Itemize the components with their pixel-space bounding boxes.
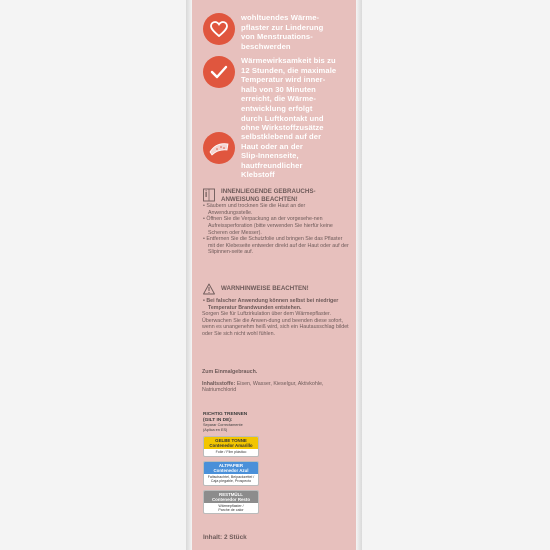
- instruction-item: • Säubern und trocknen Sie die Haut an der Anwendungsstelle.: [203, 203, 306, 216]
- warning-triangle-icon: [202, 283, 216, 295]
- warnings-title: WARNHINWEISE BEACHTEN!: [221, 285, 309, 292]
- benefit-text: Wärmewirksamkeit bis zu 12 Stunden, die maximale Temperatur wird inner- halb von 30 Minuten erreicht, die Wärme- entwicklung erfolgt durch Luftkontakt und ohne Wirkstoffzusätze: [241, 56, 337, 133]
- package-side-panel: [192, 0, 356, 550]
- recycling-title: RICHTIG TRENNEN (GILT IN DE):: [203, 412, 248, 423]
- benefit-item: [203, 56, 353, 133]
- leaflet-icon: [202, 188, 216, 202]
- right-fold-shadow: [356, 0, 362, 550]
- benefit-text: wohltuendes Wärme- pflaster zur Linderung von Menstruations- beschwerden: [241, 13, 324, 51]
- ingredients-text: Eisen, Wasser, Kieselgur, Aktivkohle, Natriumchlorid: [202, 380, 324, 394]
- ingredients-label: Inhaltsstoffe:: [202, 380, 236, 387]
- bin-head: GELBE TONNE Contenedor Amarillo: [204, 437, 258, 449]
- instructions-section: [202, 188, 350, 256]
- ingredients: [202, 381, 350, 394]
- usage-section: [202, 369, 350, 394]
- bin-head: RESTMÜLL Contenedor Resto: [204, 491, 258, 503]
- benefit-text: selbstklebend auf der Haut oder an der Slip-Innenseite, hautfreundlicher Klebstoff: [241, 132, 322, 180]
- warning-item: • Bei falscher Anwendung können selbst bei niedriger Temperatur Brandwunden entstehen.: [203, 298, 339, 311]
- bin-blue: [203, 461, 259, 486]
- recycling-subtitle: Separar Correctamente (Aplica en ES): [203, 423, 243, 432]
- package-contents: Inhalt: 2 Stück: [203, 534, 247, 541]
- heart-icon: [203, 13, 235, 45]
- benefit-item: [203, 13, 353, 51]
- warnings-header: [202, 283, 350, 295]
- bin-body: Folie / Film plástico: [215, 450, 247, 455]
- adhesive-patch-icon: [203, 132, 235, 164]
- warnings-section: [202, 283, 350, 338]
- instructions-title: INNENLIEGENDE GEBRAUCHS- ANWEISUNG BEACHTEN!: [221, 188, 316, 203]
- bin-body: Faltschachtel, Beipackzettel / Caja plegable, Prospecto: [207, 474, 255, 484]
- warning-paragraph: Sorgen Sie für Luftzirkulation über dem Wärmepflaster. Überwachen Sie die Anwen-dung und beenden diese sofort, wenn es unangenehm heiß wird, sich ein Hautausschlag bildet oder Sie sich nicht wohl fühlen.: [202, 311, 349, 337]
- bin-body: Wärmepflaster / Parche de calor: [218, 503, 244, 512]
- recycling-guide: [203, 412, 259, 514]
- instruction-item: • Entfernen Sie die Schutzfolie und bringen Sie das Pflaster mit der Klebeseite entweder direkt auf der Haut oder auf der Slipinnen-seite auf.: [203, 236, 349, 256]
- bin-grey: [203, 490, 259, 515]
- benefit-item: [203, 132, 353, 180]
- instruction-item: • Öffnen Sie die Verpackung an der vorgesehe-nen Aufreissperforation (bitte verwenden Sie hierfür keine Scheren oder Messer).: [203, 216, 333, 236]
- bin-yellow: [203, 436, 259, 456]
- single-use-note: Zum Einmalgebrauch.: [202, 369, 258, 375]
- checkmark-icon: [203, 56, 235, 88]
- bin-head: ALTPAPIER Contenedor Azul: [204, 462, 258, 474]
- instructions-header: [202, 188, 350, 203]
